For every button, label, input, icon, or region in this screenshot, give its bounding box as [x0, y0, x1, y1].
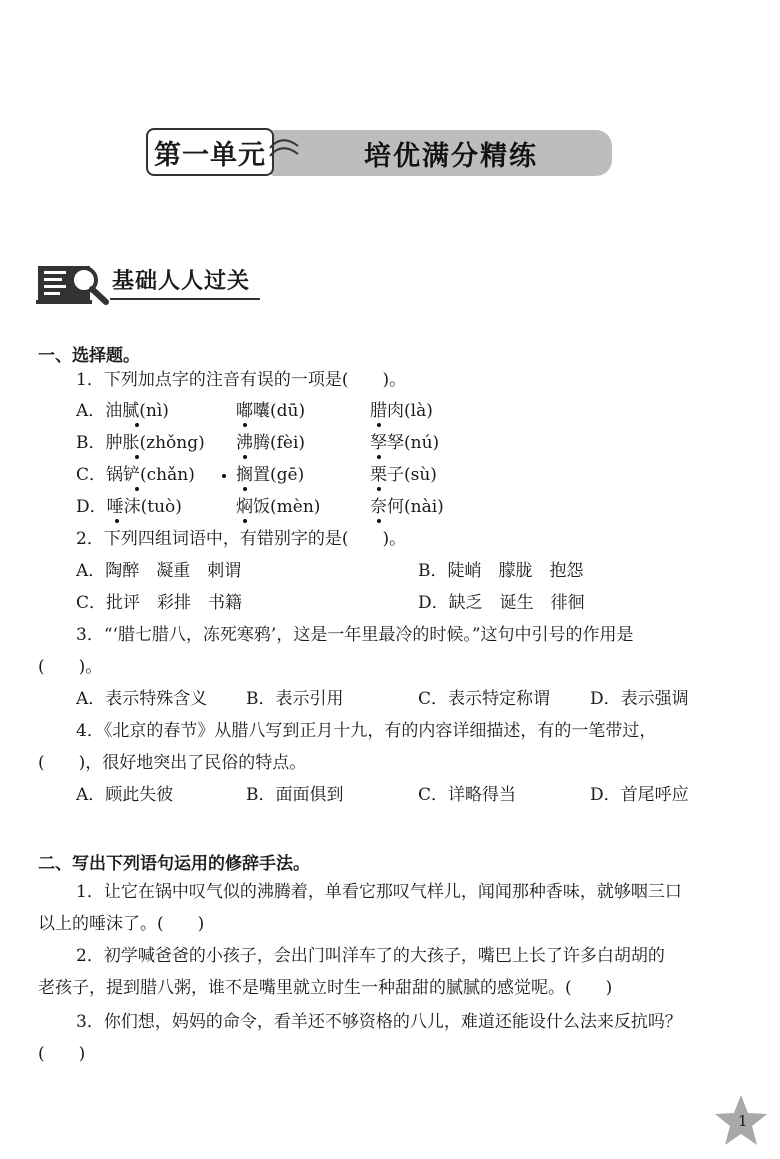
unit-title-bar — [270, 130, 612, 176]
emphasis-dot — [243, 423, 247, 427]
q2-option-b: B．陡峭 朦胧 抱怨 — [418, 561, 584, 581]
emphasis-dot — [135, 487, 139, 491]
emphasis-dot — [243, 519, 247, 523]
emphasis-dot — [135, 423, 139, 427]
q3-option-b: B．表示引用 — [246, 689, 344, 709]
q1-option-b-3: 孥孥(nú) — [370, 433, 440, 453]
q1-stem: 1．下列加点字的注音有误的一项是( )。 — [76, 370, 407, 390]
page-number: 1 — [738, 1112, 748, 1130]
q2-option-d: D．缺乏 诞生 徘徊 — [418, 593, 585, 613]
q1-option-c-2: 搁置(gē) — [236, 465, 305, 485]
rhetoric-sentence-1-line1: 1．让它在锅中叹气似的沸腾着，单看它那叹气样儿，闻闻那种香味，就够咽三口 — [76, 882, 682, 902]
emphasis-dot — [243, 455, 247, 459]
q2-option-c: C．批评 彩排 书籍 — [76, 593, 243, 613]
q4-stem-line1: 4．《北京的春节》从腊八写到正月十九，有的内容详细描述，有的一笔带过， — [76, 721, 657, 741]
q3-option-d: D．表示强调 — [590, 689, 689, 709]
q1-option-a-2: 嘟囔(dū) — [236, 401, 306, 421]
emphasis-dot — [377, 519, 381, 523]
section-title-underline — [110, 298, 260, 300]
swoosh-ornament — [268, 136, 302, 166]
rhetoric-sentence-1-line2: 以上的唾沫了。( ) — [38, 914, 205, 934]
q3-option-c: C．表示特定称谓 — [418, 689, 551, 709]
q1-option-a-3: 腊肉(là) — [370, 401, 433, 421]
emphasis-dot — [222, 474, 226, 478]
unit-label — [146, 128, 274, 176]
q1-option-a-1: A．油腻(nì) — [76, 401, 169, 421]
q1-option-d-3: 奈何(nài) — [370, 497, 444, 517]
magnifier-book-icon — [36, 262, 110, 306]
rhetoric-sentence-2-line1: 2．初学喊爸爸的小孩子，会出门叫洋车了的大孩子，嘴巴上长了许多白胡胡的 — [76, 946, 665, 966]
unit-label-text: 第一单元 — [154, 139, 266, 171]
q2-stem: 2．下列四组词语中，有错别字的是( )。 — [76, 529, 407, 549]
rhetoric-sentence-3-line1: 3．你们想，妈妈的命令，看羊还不够资格的八儿，难道还能设什么法来反抗吗？ — [76, 1012, 682, 1032]
q1-option-c-1: C．锅铲(chǎn) — [76, 465, 195, 485]
q1-option-c-3: 栗子(sù) — [370, 465, 437, 485]
section-title: 基础人人过关 — [112, 269, 251, 294]
q1-option-d-1: D．唾沫(tuò) — [76, 497, 182, 517]
q4-option-c: C．详略得当 — [418, 785, 517, 805]
q3-stem-line2: ( )。 — [38, 657, 103, 677]
q2-option-a: A．陶醉 凝重 刺谓 — [76, 561, 242, 581]
emphasis-dot — [377, 423, 381, 427]
emphasis-dot — [243, 487, 247, 491]
q1-option-d-2: 焖饭(mèn) — [236, 497, 321, 517]
part1-heading: 一、选择题。 — [38, 346, 140, 366]
emphasis-dot — [135, 455, 139, 459]
emphasis-dot — [377, 455, 381, 459]
q4-option-a: A．顾此失彼 — [76, 785, 174, 805]
q4-stem-line2: ( )，很好地突出了民俗的特点。 — [38, 753, 307, 773]
q3-stem-line1: 3．“‘腊七腊八，冻死寒鸦’，这是一年里最冷的时候。”这句中引号的作用是 — [76, 625, 634, 645]
q4-option-b: B．面面俱到 — [246, 785, 344, 805]
q4-option-d: D．首尾呼应 — [590, 785, 689, 805]
q3-option-a: A．表示特殊含义 — [76, 689, 208, 709]
emphasis-dot — [377, 487, 381, 491]
emphasis-dot — [115, 519, 119, 523]
q1-option-b-2: 沸腾(fèi) — [236, 433, 306, 453]
rhetoric-sentence-2-line2: 老孩子，提到腊八粥，谁不是嘴里就立时生一种甜甜的腻腻的感觉呢。( ) — [38, 978, 613, 998]
rhetoric-sentence-3-line2: ( ) — [38, 1044, 86, 1064]
unit-title: 培优满分精练 — [364, 140, 538, 172]
q1-option-b-1: B．肿胀(zhǒng) — [76, 433, 205, 453]
part2-heading: 二、写出下列语句运用的修辞手法。 — [38, 854, 310, 874]
